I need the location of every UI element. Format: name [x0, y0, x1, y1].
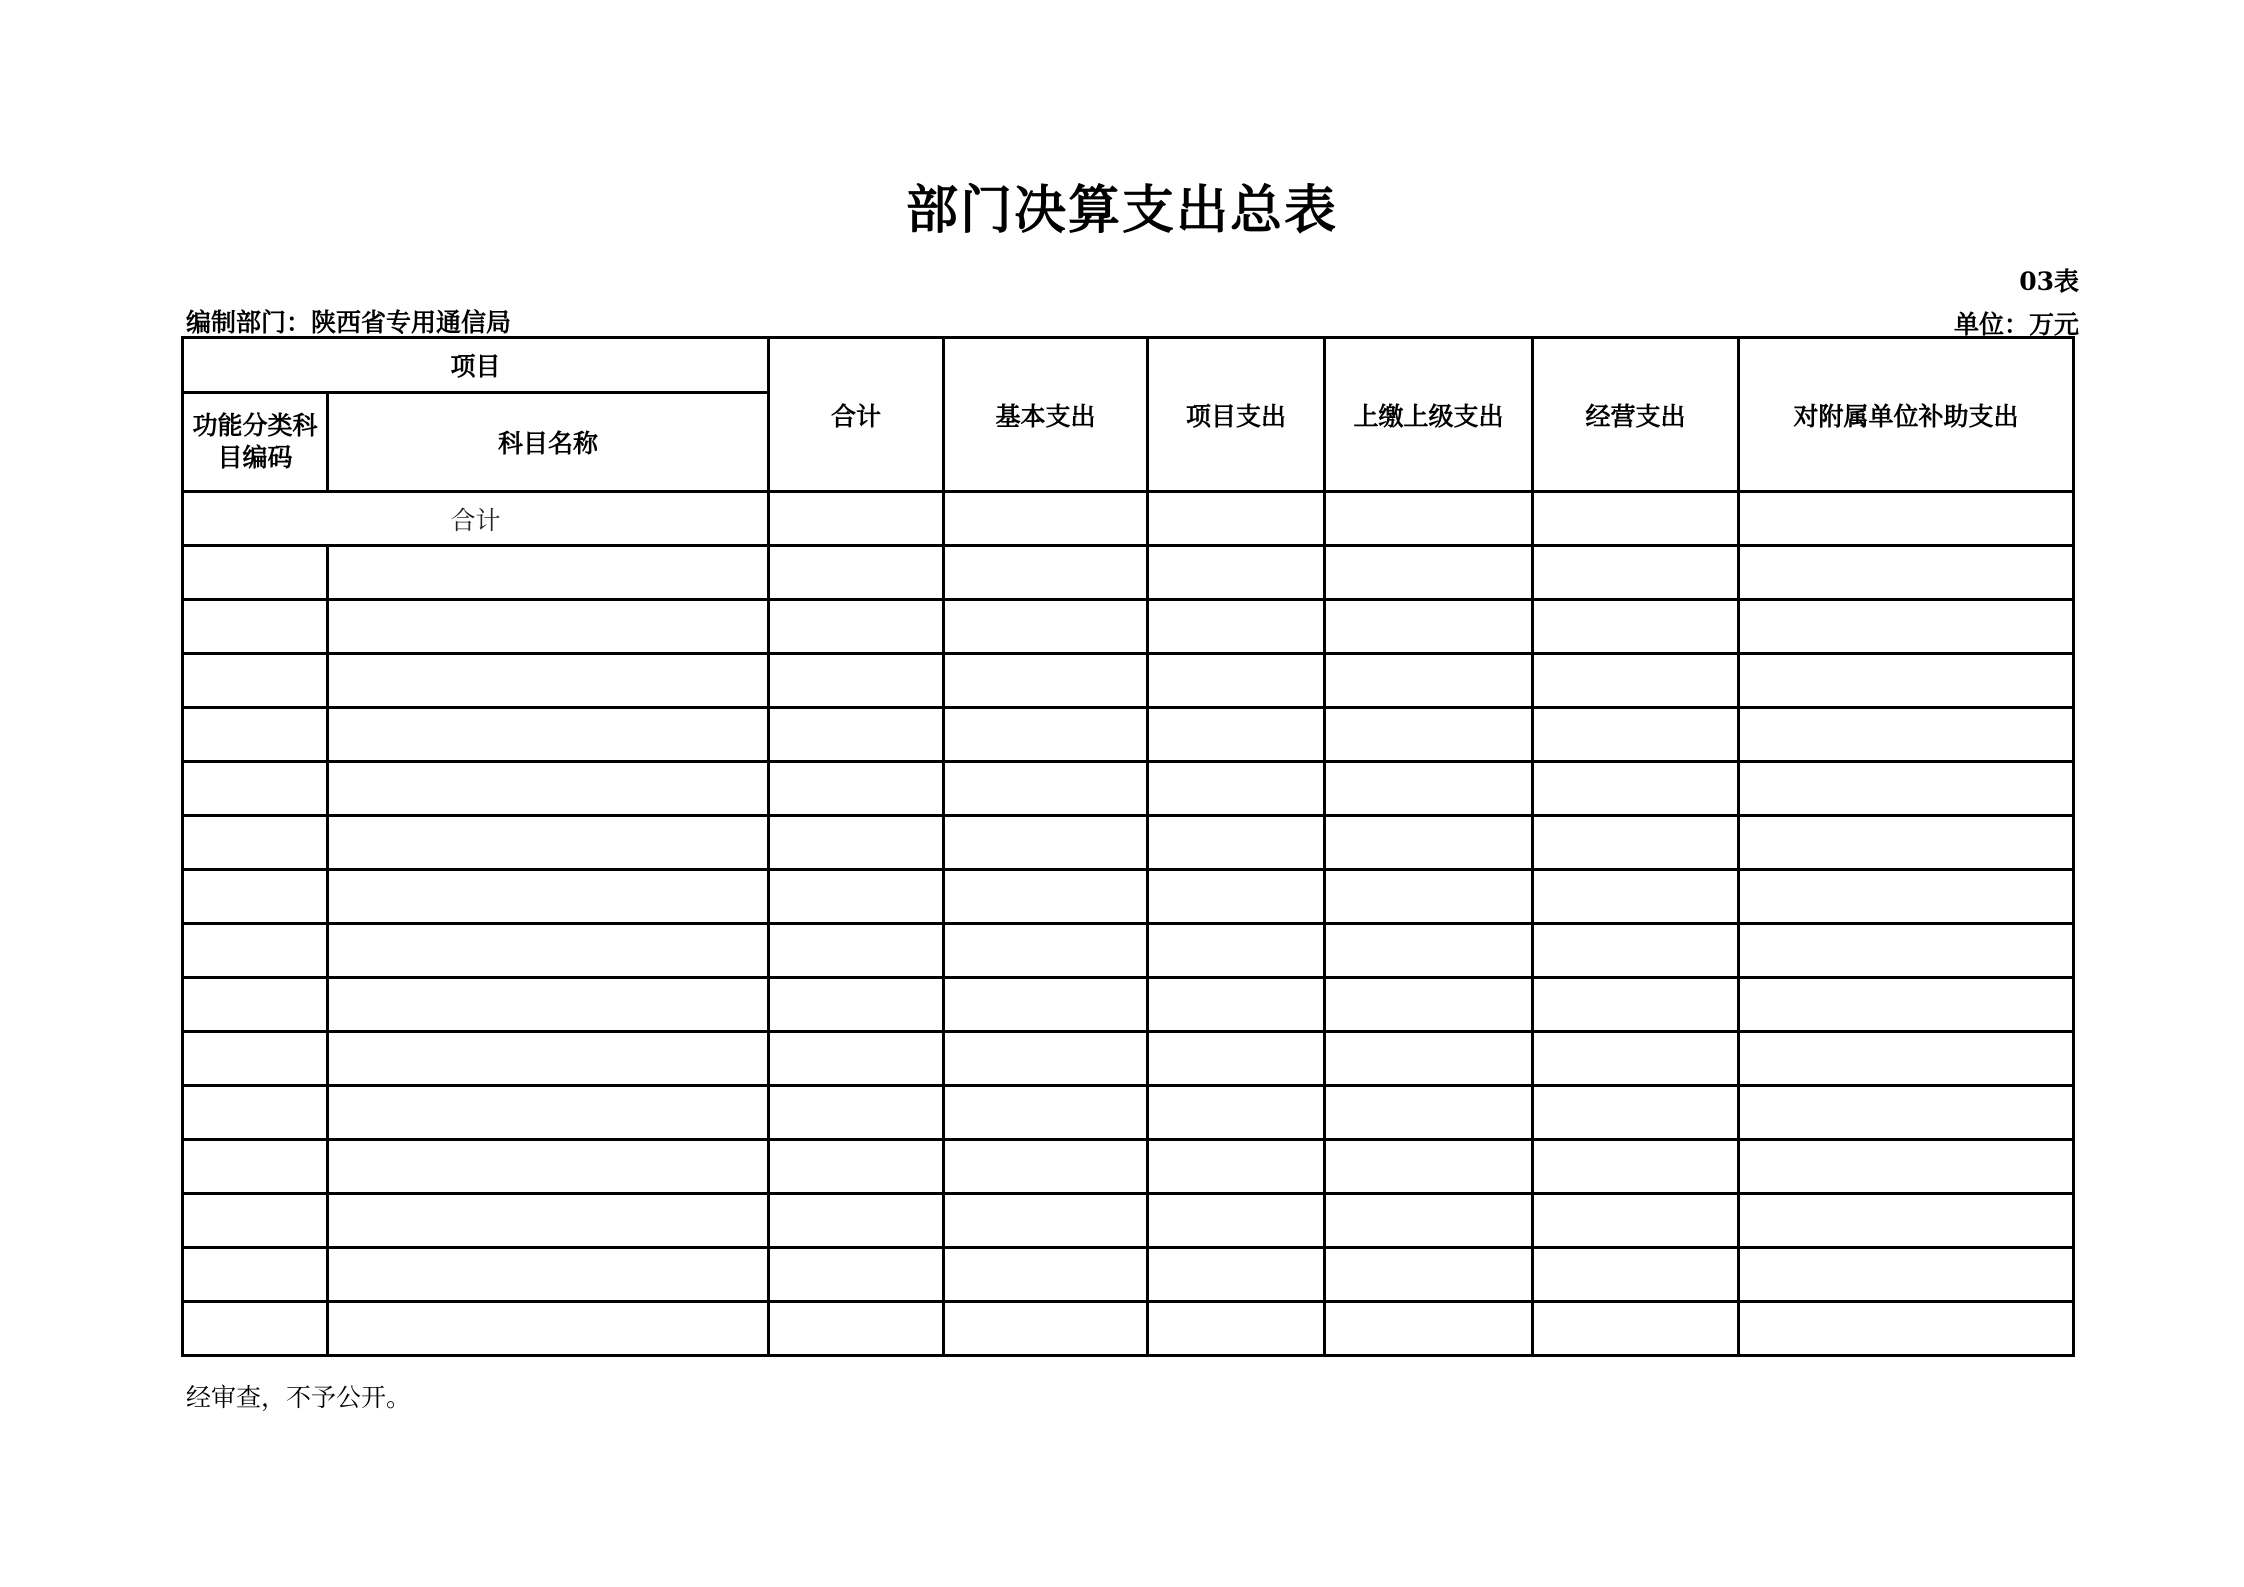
table-row	[183, 1248, 2074, 1302]
value-cell	[1739, 708, 2074, 762]
code-cell	[183, 1032, 328, 1086]
total-cell	[1148, 492, 1325, 546]
value-cell	[1325, 924, 1533, 978]
name-cell	[328, 1302, 769, 1356]
table-row	[183, 708, 2074, 762]
value-cell	[769, 1248, 944, 1302]
value-cell	[1148, 1032, 1325, 1086]
value-cell	[1533, 1140, 1739, 1194]
value-cell	[1148, 816, 1325, 870]
value-cell	[1148, 1302, 1325, 1356]
disclosure-note: 经审查，不予公开。	[186, 1383, 412, 1412]
code-cell	[183, 600, 328, 654]
code-cell	[183, 1194, 328, 1248]
value-cell	[1533, 708, 1739, 762]
table-row	[183, 1032, 2074, 1086]
code-cell	[183, 870, 328, 924]
total-row-label: 合计	[183, 492, 769, 546]
table-row	[183, 1194, 2074, 1248]
value-cell	[1325, 546, 1533, 600]
value-cell	[1533, 816, 1739, 870]
value-cell	[1148, 600, 1325, 654]
name-cell	[328, 1194, 769, 1248]
col-header-project: 项目支出	[1148, 338, 1325, 492]
value-cell	[769, 870, 944, 924]
value-cell	[769, 600, 944, 654]
value-cell	[1739, 1086, 2074, 1140]
name-cell	[328, 654, 769, 708]
value-cell	[1325, 978, 1533, 1032]
value-cell	[769, 762, 944, 816]
value-cell	[944, 978, 1148, 1032]
value-cell	[1533, 870, 1739, 924]
code-cell	[183, 654, 328, 708]
value-cell	[1325, 708, 1533, 762]
name-cell	[328, 816, 769, 870]
value-cell	[769, 816, 944, 870]
value-cell	[1148, 762, 1325, 816]
value-cell	[769, 708, 944, 762]
col-header-operating: 经营支出	[1533, 338, 1739, 492]
form-number: 03表	[2019, 267, 2079, 296]
value-cell	[1533, 600, 1739, 654]
code-cell	[183, 1086, 328, 1140]
value-cell	[1325, 1086, 1533, 1140]
value-cell	[1148, 1194, 1325, 1248]
table-row	[183, 1302, 2074, 1356]
code-cell	[183, 708, 328, 762]
value-cell	[1148, 978, 1325, 1032]
value-cell	[1739, 546, 2074, 600]
total-cell	[944, 492, 1148, 546]
value-cell	[1148, 1248, 1325, 1302]
value-cell	[944, 870, 1148, 924]
table-row	[183, 870, 2074, 924]
total-row	[183, 492, 2074, 546]
value-cell	[1148, 708, 1325, 762]
value-cell	[1739, 654, 2074, 708]
value-cell	[769, 1194, 944, 1248]
value-cell	[944, 816, 1148, 870]
name-cell	[328, 870, 769, 924]
value-cell	[1739, 1032, 2074, 1086]
value-cell	[769, 1302, 944, 1356]
name-cell	[328, 1248, 769, 1302]
name-cell	[328, 1086, 769, 1140]
value-cell	[769, 924, 944, 978]
value-cell	[1739, 924, 2074, 978]
code-cell	[183, 816, 328, 870]
value-cell	[1533, 1302, 1739, 1356]
value-cell	[1148, 1086, 1325, 1140]
col-header-subsidiary-subsidy: 对附属单位补助支出	[1739, 338, 2074, 492]
department-label: 编制部门：陕西省专用通信局	[186, 308, 512, 337]
value-cell	[769, 1086, 944, 1140]
value-cell	[1148, 654, 1325, 708]
name-cell	[328, 1140, 769, 1194]
value-cell	[1325, 1194, 1533, 1248]
value-cell	[944, 546, 1148, 600]
table-row	[183, 600, 2074, 654]
value-cell	[944, 1302, 1148, 1356]
table-row	[183, 924, 2074, 978]
code-cell	[183, 762, 328, 816]
page-title: 部门决算支出总表	[905, 180, 1338, 241]
value-cell	[1148, 924, 1325, 978]
table-row	[183, 1140, 2074, 1194]
value-cell	[1325, 816, 1533, 870]
code-cell	[183, 546, 328, 600]
col-header-code: 功能分类科目编码	[183, 393, 328, 492]
code-cell	[183, 978, 328, 1032]
value-cell	[1739, 1140, 2074, 1194]
total-cell	[1739, 492, 2074, 546]
value-cell	[944, 1194, 1148, 1248]
value-cell	[1533, 1032, 1739, 1086]
expenditure-table	[181, 336, 2075, 1357]
value-cell	[944, 762, 1148, 816]
col-header-remit-upper: 上缴上级支出	[1325, 338, 1533, 492]
name-cell	[328, 546, 769, 600]
col-header-name: 科目名称	[328, 393, 769, 492]
value-cell	[1325, 1032, 1533, 1086]
name-cell	[328, 708, 769, 762]
table-row	[183, 654, 2074, 708]
table-row	[183, 762, 2074, 816]
unit-label: 单位：万元	[1953, 310, 2079, 339]
table-row	[183, 1086, 2074, 1140]
code-cell	[183, 1140, 328, 1194]
value-cell	[769, 1032, 944, 1086]
value-cell	[1325, 1248, 1533, 1302]
group-header-item: 项目	[183, 338, 769, 393]
name-cell	[328, 924, 769, 978]
value-cell	[1533, 978, 1739, 1032]
value-cell	[944, 600, 1148, 654]
col-header-total: 合计	[769, 338, 944, 492]
value-cell	[1739, 1248, 2074, 1302]
value-cell	[1739, 762, 2074, 816]
name-cell	[328, 600, 769, 654]
value-cell	[1325, 654, 1533, 708]
col-header-basic: 基本支出	[944, 338, 1148, 492]
value-cell	[1739, 978, 2074, 1032]
table-row	[183, 816, 2074, 870]
value-cell	[1739, 1302, 2074, 1356]
total-cell	[1325, 492, 1533, 546]
value-cell	[944, 1032, 1148, 1086]
value-cell	[944, 924, 1148, 978]
total-cell	[1533, 492, 1739, 546]
name-cell	[328, 1032, 769, 1086]
value-cell	[1325, 1302, 1533, 1356]
value-cell	[1533, 654, 1739, 708]
value-cell	[1739, 600, 2074, 654]
value-cell	[1325, 762, 1533, 816]
total-cell	[769, 492, 944, 546]
value-cell	[1325, 1140, 1533, 1194]
value-cell	[1325, 870, 1533, 924]
code-cell	[183, 924, 328, 978]
value-cell	[1148, 870, 1325, 924]
value-cell	[944, 1140, 1148, 1194]
value-cell	[944, 654, 1148, 708]
value-cell	[1739, 1194, 2074, 1248]
value-cell	[769, 978, 944, 1032]
value-cell	[944, 1086, 1148, 1140]
value-cell	[1325, 600, 1533, 654]
value-cell	[1739, 816, 2074, 870]
value-cell	[769, 1140, 944, 1194]
value-cell	[1533, 924, 1739, 978]
value-cell	[1533, 1248, 1739, 1302]
value-cell	[769, 546, 944, 600]
code-cell	[183, 1248, 328, 1302]
table-row	[183, 546, 2074, 600]
value-cell	[1148, 1140, 1325, 1194]
code-cell	[183, 1302, 328, 1356]
value-cell	[944, 708, 1148, 762]
value-cell	[769, 654, 944, 708]
table-row	[183, 978, 2074, 1032]
value-cell	[1533, 762, 1739, 816]
name-cell	[328, 762, 769, 816]
value-cell	[1533, 1194, 1739, 1248]
name-cell	[328, 978, 769, 1032]
value-cell	[1533, 1086, 1739, 1140]
value-cell	[944, 1248, 1148, 1302]
value-cell	[1739, 870, 2074, 924]
value-cell	[1148, 546, 1325, 600]
value-cell	[1533, 546, 1739, 600]
